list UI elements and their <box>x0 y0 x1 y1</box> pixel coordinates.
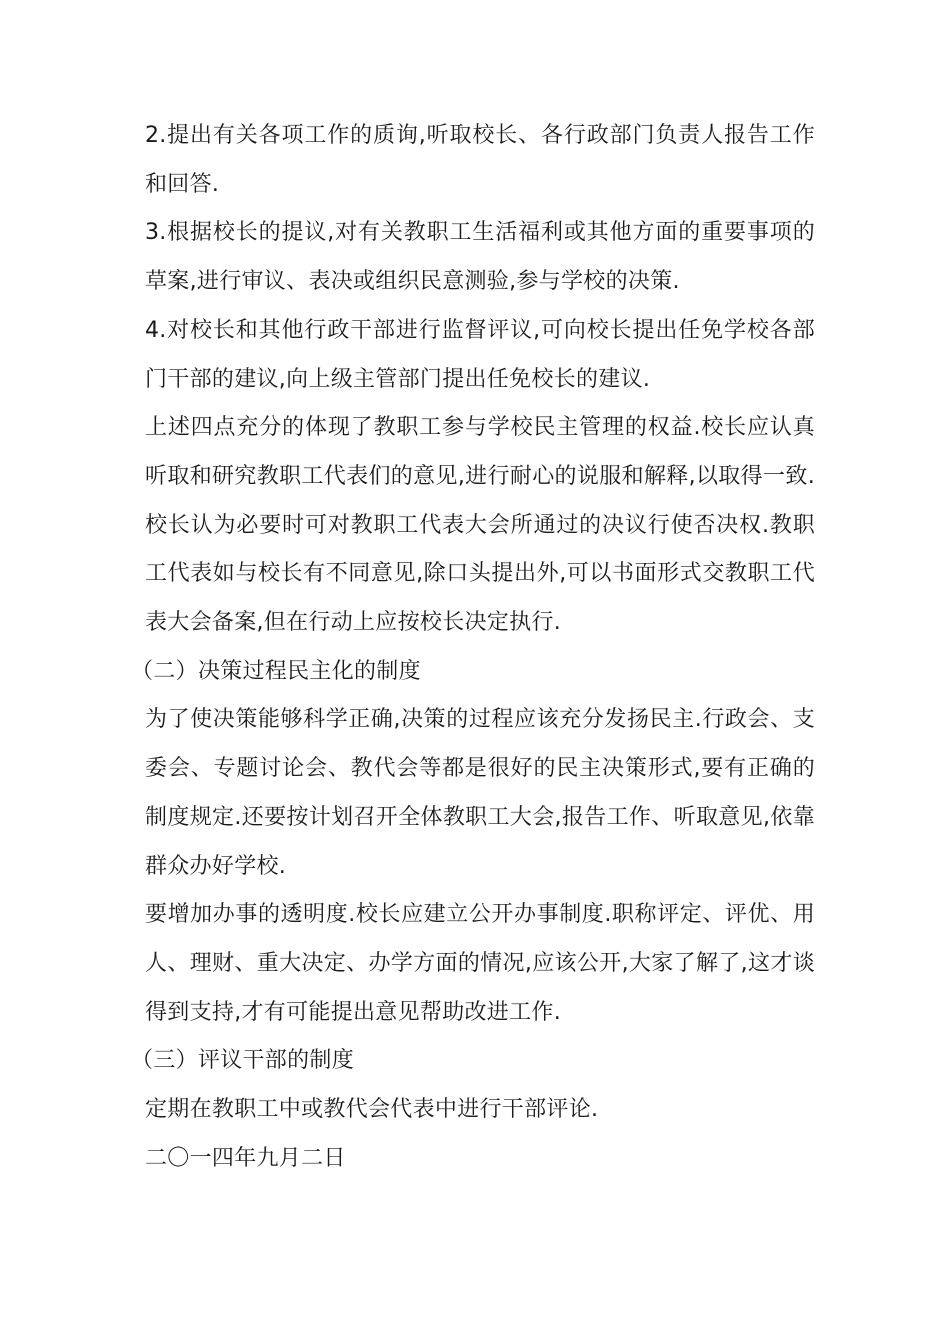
paragraph-item-2: 2.提出有关各项工作的质询,听取校长、各行政部门负责人报告工作和回答. <box>145 123 815 197</box>
paragraph-cadre-review: 定期在教职工中或教代会代表中进行干部评论. <box>145 1097 599 1123</box>
paragraph-item-4: 4.对校长和其他行政干部进行监督评议,可向校长提出任免学校各部门干部的建议,向上级主管部门提出任免校长的建议. <box>145 317 815 392</box>
section-heading-decision-democracy: （二）决策过程民主化的制度 <box>131 658 421 684</box>
section-heading-cadre-review: （三）评议干部的制度 <box>131 1048 355 1074</box>
paragraph-decision-process: 为了使决策能够科学正确,决策的过程应该充分发扬民主.行政会、支委会、专题讨论会、教代会等都是很好的民主决策形式,要有正确的制度规定.还要按计划召开全体教职工大会,报告工作、听取意见,依靠群众办好学校. <box>145 707 815 879</box>
document-date: 二〇一四年九月二日 <box>145 1145 346 1171</box>
document-body <box>131 112 815 1183</box>
paragraph-transparency: 要增加办事的透明度.校长应建立公开办事制度.职称评定、评优、用人、理财、重大决定、办学方面的情况,应该公开,大家了解了,这才谈得到支持,才有可能提出意见帮助改进工作. <box>145 902 815 1025</box>
paragraph-summary: 上述四点充分的体现了教职工参与学校民主管理的权益.校长应认真听取和研究教职工代表们的意见,进行耐心的说服和解释,以取得一致.校长认为必要时可对教职工代表大会所通过的决议行使否决权.教职工代表如与校长有不同意见,除口头提出外,可以书面形式交教职工代表大会备案,但在行动上应按校长决定执行. <box>145 415 815 636</box>
paragraph-item-3: 3.根据校长的提议,对有关教职工生活福利或其他方面的重要事项的草案,进行审议、表决或组织民意测验,参与学校的决策. <box>145 220 815 295</box>
